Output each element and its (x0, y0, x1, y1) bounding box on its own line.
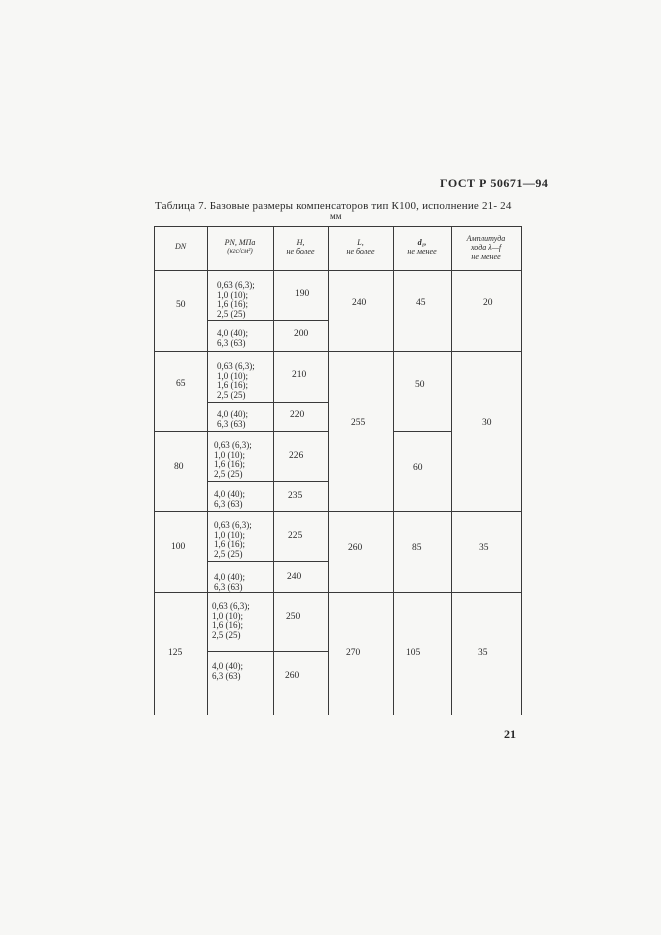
row-separator (154, 351, 522, 352)
header-d1: d₁, не менее (407, 238, 437, 256)
h-cell: 220 (290, 410, 305, 420)
pn-cell: 4,0 (40); 6,3 (63) (217, 409, 248, 429)
pn-cell: 0,63 (6,3); 1,0 (10); 1,6 (16); 2,5 (25) (214, 440, 252, 479)
l-cell: 255 (351, 418, 366, 428)
d1-cell: 85 (412, 543, 422, 553)
column-divider (207, 226, 208, 715)
d1-cell: 105 (406, 648, 421, 658)
pn-cell: 4,0 (40); 6,3 (63) (214, 489, 245, 509)
pn-cell: 0,63 (6,3); 1,0 (10); 1,6 (16); 2,5 (25) (214, 520, 252, 559)
pn-cell: 4,0 (40); 6,3 (63) (214, 572, 245, 592)
l-cell: 260 (348, 543, 363, 553)
d1-cell: 60 (413, 463, 423, 473)
d1-cell: 45 (416, 298, 426, 308)
row-separator (154, 511, 522, 512)
page-number: 21 (504, 727, 516, 741)
d1-separator (393, 431, 451, 432)
header-l: L, не более (346, 238, 375, 256)
amplitude-cell: 35 (479, 543, 489, 553)
dn-cell: 80 (174, 462, 184, 472)
table-border-left (154, 226, 155, 715)
units-label: мм (330, 211, 342, 221)
pn-subrow-separator (207, 481, 328, 482)
document-code: ГОСТ Р 50671—94 (440, 176, 549, 190)
header-amplitude: Амплитуда хода λ—f не менее (466, 234, 506, 261)
d1-cell: 50 (415, 380, 425, 390)
column-divider (451, 226, 452, 715)
table-caption: Таблица 7. Базовые размеры компенсаторов тип К100, исполнение 21- 24 (155, 200, 512, 212)
l-cell: 240 (352, 298, 367, 308)
pn-cell: 4,0 (40); 6,3 (63) (217, 328, 248, 348)
column-divider (393, 226, 394, 715)
h-cell: 250 (286, 612, 301, 622)
dn-cell: 125 (168, 648, 183, 658)
header-dn: DN (174, 242, 187, 251)
dn-cell: 50 (176, 300, 186, 310)
header-separator (154, 270, 522, 271)
column-divider (328, 226, 329, 715)
l-cell: 270 (346, 648, 361, 658)
amplitude-cell: 35 (478, 648, 488, 658)
pn-cell: 0,63 (6,3); 1,0 (10); 1,6 (16); 2,5 (25) (217, 280, 255, 319)
amplitude-cell: 20 (483, 298, 493, 308)
pn-cell: 0,63 (6,3); 1,0 (10); 1,6 (16); 2,5 (25) (217, 361, 255, 400)
row-separator (154, 592, 522, 593)
h-cell: 225 (288, 531, 303, 541)
table-border-right (521, 226, 522, 715)
h-cell: 235 (288, 491, 303, 501)
dn-cell: 65 (176, 379, 186, 389)
pn-cell: 0,63 (6,3); 1,0 (10); 1,6 (16); 2,5 (25) (212, 601, 250, 640)
pn-subrow-separator (207, 561, 328, 562)
column-divider (273, 226, 274, 715)
pn-cell: 4,0 (40); 6,3 (63) (212, 661, 243, 681)
dn-cell: 100 (171, 542, 186, 552)
h-cell: 190 (295, 289, 310, 299)
pn-subrow-separator (207, 651, 328, 652)
header-pn: PN, МПа (кгс/см²) (224, 238, 256, 255)
h-cell: 260 (285, 671, 300, 681)
pn-subrow-separator (207, 402, 328, 403)
table-border-top (154, 226, 522, 227)
h-cell: 240 (287, 572, 302, 582)
h-cell: 226 (289, 451, 304, 461)
amplitude-cell: 30 (482, 418, 492, 428)
header-h: H, не более (286, 238, 315, 256)
h-cell: 210 (292, 370, 307, 380)
pn-subrow-separator (207, 320, 328, 321)
row-separator (154, 431, 328, 432)
h-cell: 200 (294, 329, 309, 339)
